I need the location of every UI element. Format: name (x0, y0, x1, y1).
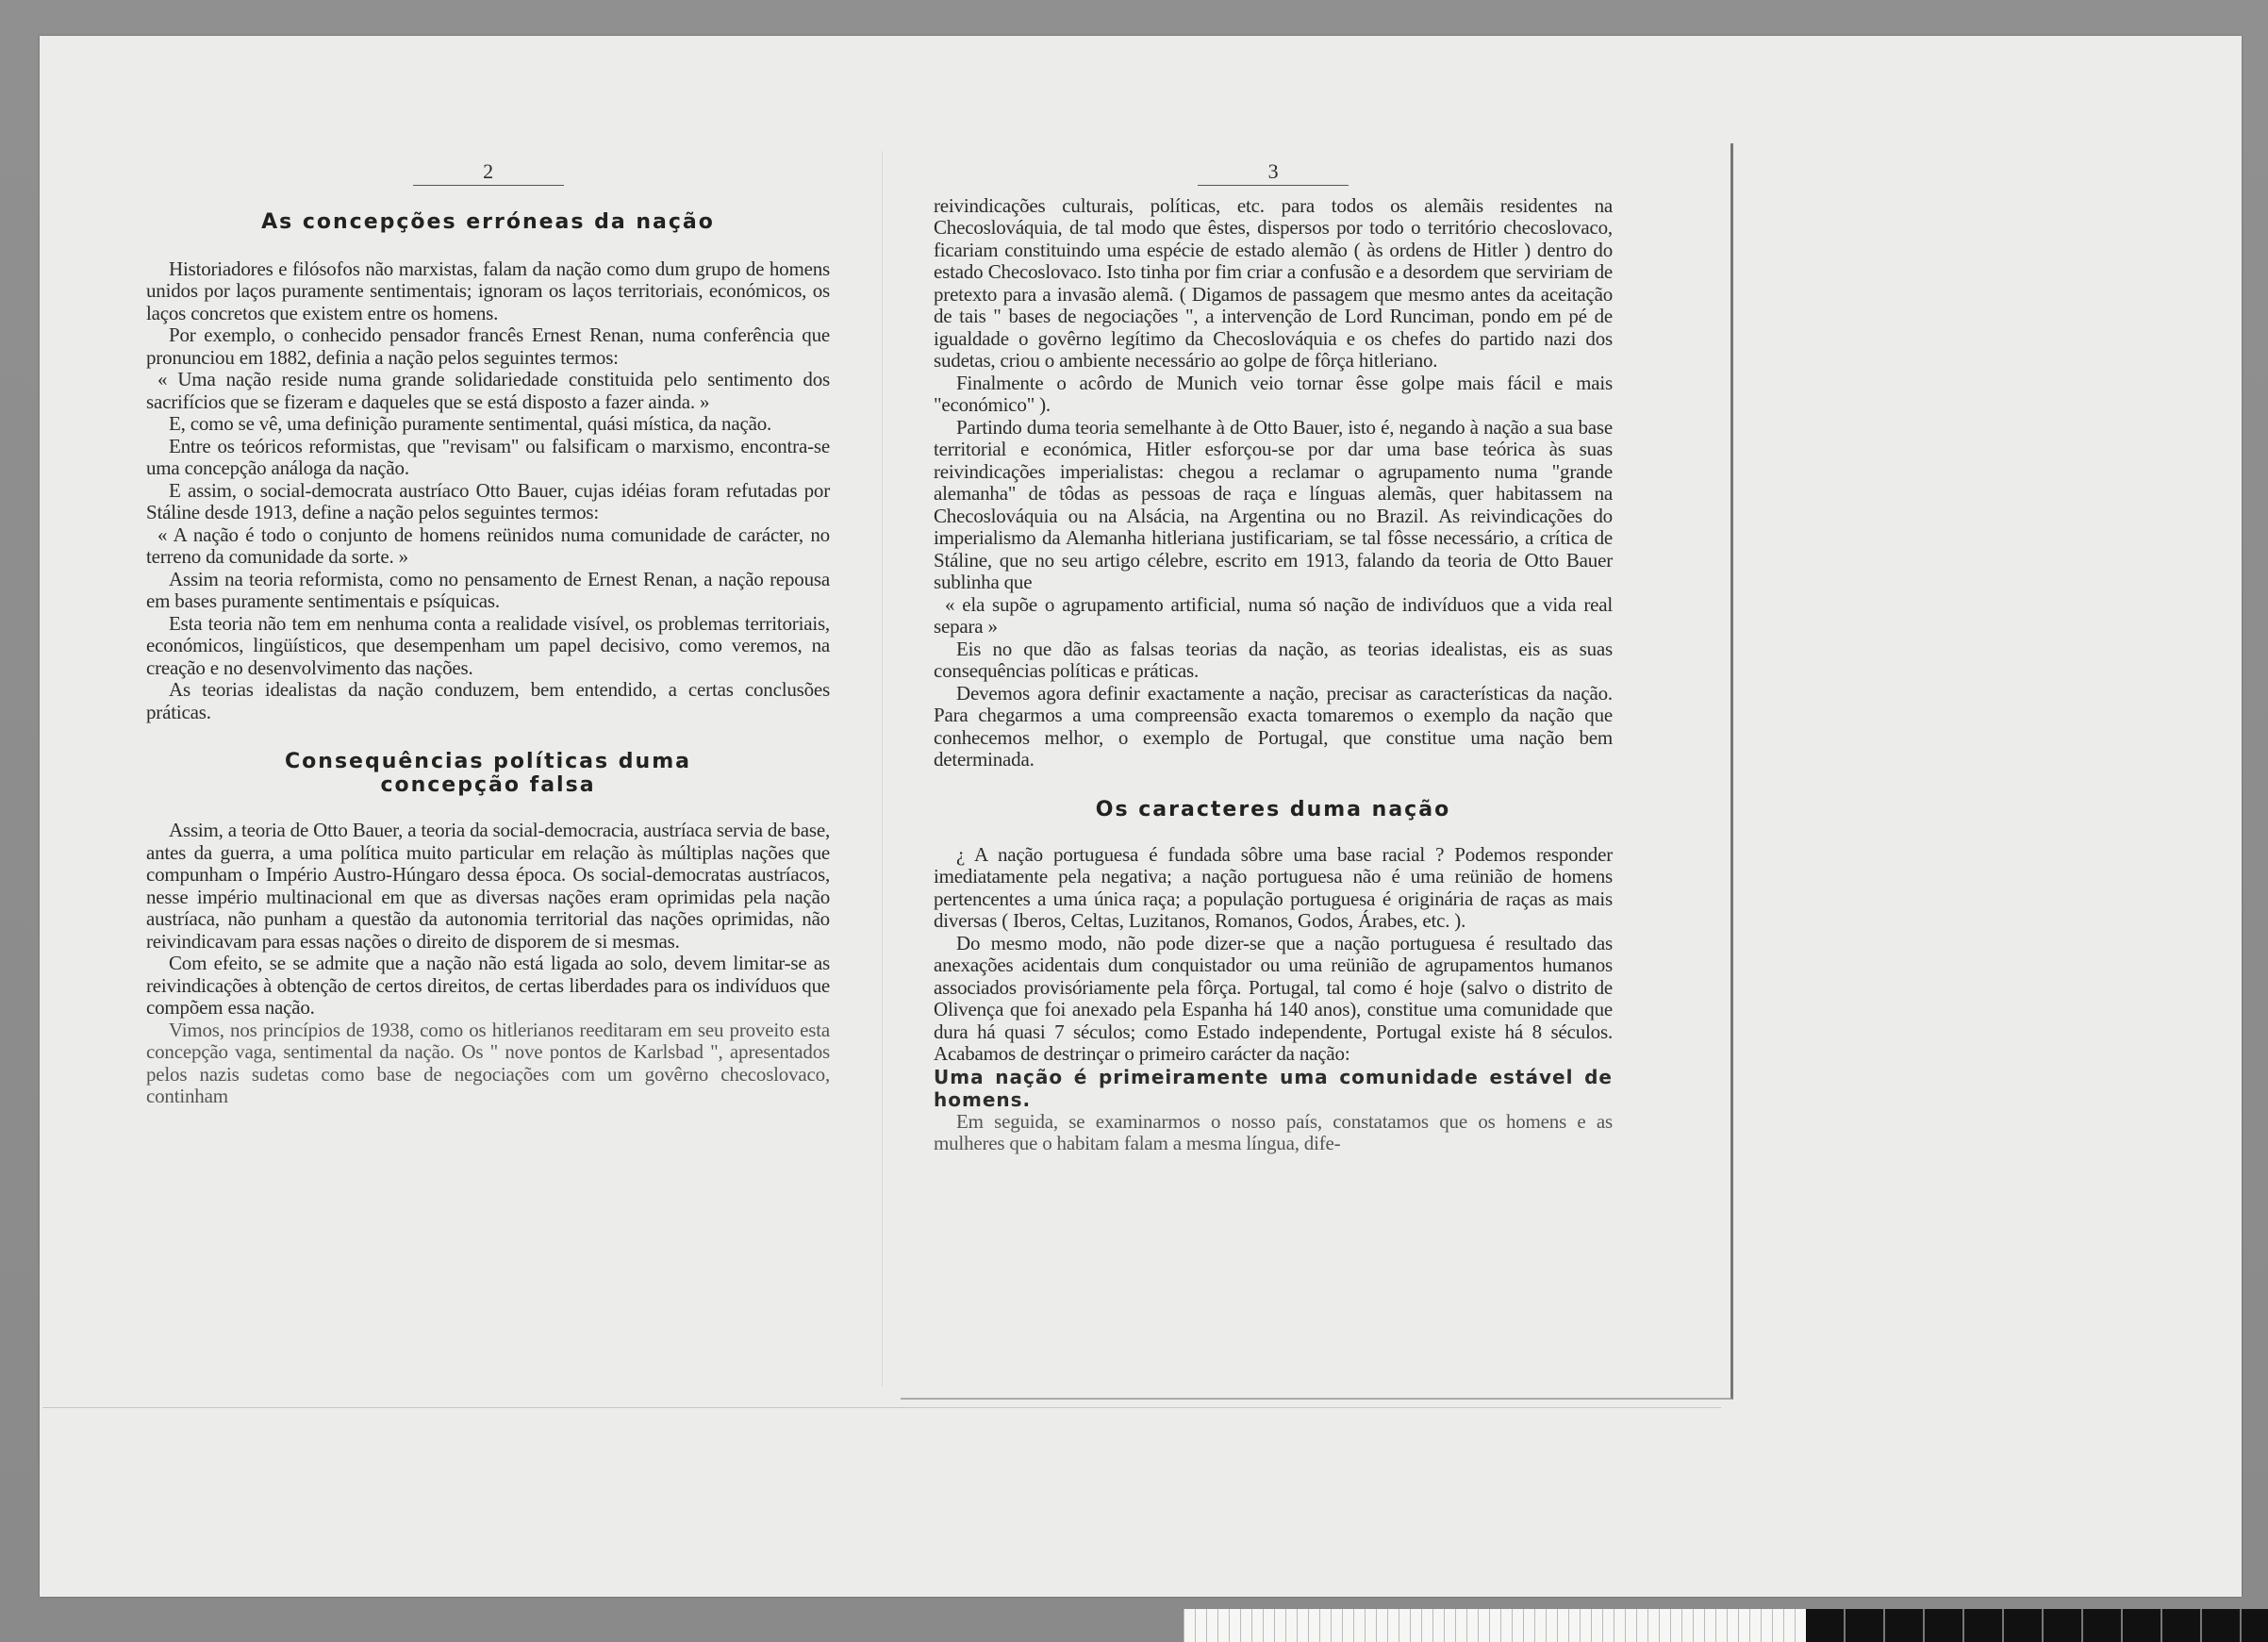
paragraph: Assim na teoria reformista, como no pensamento de Ernest Renan, a nação repousa em bases puramente sentimentais e psíquicas. (146, 567, 830, 612)
quote: « ela supõe o agrupamento artificial, numa só nação de indivíduos que a vida real separa » (934, 592, 1613, 638)
paragraph: As teorias idealistas da nação conduzem, bem entendido, a certas conclusões práticas. (146, 678, 830, 723)
page-number-right: 3 (1198, 160, 1349, 186)
quote: « A nação é todo o conjunto de homens reünidos numa comunidade de carácter, no terreno da comunidade da sorte. » (146, 522, 830, 568)
heading-political-consequences (146, 750, 830, 797)
section-continuation (934, 195, 1613, 771)
heading-line: concepção falsa (380, 773, 596, 797)
heading-characters-of-nation: Os caracteres duma nação (1095, 797, 1451, 821)
paragraph: E assim, o social-democrata austríaco Otto Bauer, cujas idéias foram refutadas por Stáline desde 1913, define a nação pelos seguintes termos: (146, 478, 830, 523)
page-edge (42, 1407, 1721, 1408)
paragraph: Historiadores e filósofos não marxistas, falam da nação como dum grupo de homens unidos por laços puramente sentimentais; ignoram os laços territoriais, económicos, os laços concretos que existem entre os homens. (146, 257, 830, 324)
paragraph: Em seguida, se examinarmos o nosso país, constatamos que os homens e as mulheres que o habitam falam a mesma língua, dife- (934, 1109, 1613, 1154)
paragraph: Partindo duma teoria semelhante à de Otto Bauer, isto é, negando à nação a sua base territorial e económica, Hitler esforçou-se por dar uma base teórica às suas reivindicações imperialistas: chegou a reclamar o agrupamento numa "grande alemanha" de tôdas as pessoas de raça e línguas alemãs, quer habitassem na Checoslováquia ou na Alsácia, na Argentina ou no Brazil. As reivindicações do imperialismo da Alemanha hitleriana justificariam, se tal fôsse necessário, a crítica de Stáline, que no seu artigo célebre, escrito em 1913, falando da teoria de Otto Bauer sublinha que (934, 415, 1613, 593)
ruler-scale-white (1184, 1609, 1806, 1642)
quote: « Uma nação reside numa grande solidariedade constituida pelo sentimento dos sacrifícios que se fizeram e daqueles que se está disposto a fazer ainda. » (146, 368, 830, 413)
paragraph: Com efeito, se se admite que a nação não está ligada ao solo, devem limitar-se as reivindicações à obtenção de certos direitos, de certas liberdades para os indivíduos que compõem essa nação. (146, 952, 830, 1019)
page-number-left: 2 (413, 160, 564, 186)
paragraph: Devemos agora definir exactamente a nação, precisar as características da nação. Para chegarmos a uma compreensão exacta tomaremos o exemplo da nação que conhecemos melhor, o exemplo de Portugal, que constitue uma nação bem determinada. (934, 681, 1613, 771)
paragraph: Assim, a teoria de Otto Bauer, a teoria da social-democracia, austríaca servia de base, antes da guerra, a uma política muito particular em relação às múltiplas nações que compunham o Império Austro-Húngaro dessa época. Os social-democratas austríacos, nesse império multinacional em que as diversas nações eram oprimidas pela nação austríaca, não punham a questão da autonomia territorial das nações oprimidas, não reivindicavam para essas nações o direito de disporem de si mesmas. (146, 819, 830, 953)
heading-erroneous-conceptions: As concepções erróneas da nação (261, 209, 715, 234)
section-characters-of-nation (934, 844, 1613, 1155)
section-political-consequences (146, 820, 830, 1108)
paragraph: reivindicações culturais, políticas, etc. para todos os alemãis residentes na Checoslováquia, de tal modo que êstes, dispersos por todo o território checoslovaco, ficariam constituindo uma espécie de estado alemão ( às ordens de Hitler ) dentro do estado Checoslovaco. Isto tinha por fim criar a confusão e a desordem que serviriam de pretexto para a invasão alemã. ( Digamos de passagem que mesmo antes da aceitação de tais " bases de negociações ", a intervenção de Lord Runciman, pondo em pé de igualdade o govêrno legítimo da Checoslováquia e os chefes do partido nazi dos sudetas, criou o ambiente necessário ao golpe de fôrça hitleriano. (934, 193, 1613, 372)
paragraph: Do mesmo modo, não pode dizer-se que a nação portuguesa é resultado das anexações acidentais dum conquistador ou uma reünião de agrupamentos humanos associados provisóriamente pela fôrça. Portugal, tal como é hoje (salvo o distrito de Olivença que foi anexado pela Espanha há 140 anos), constitue uma comunidade que dura há quasi 7 séculos; como Estado independente, Portugal existe há 8 séculos. Acabamos de destrinçar o primeiro carácter da nação: (934, 931, 1613, 1065)
paragraph: ¿ A nação portuguesa é fundada sôbre uma base racial ? Podemos responder imediatamente pela negativa; a nação portuguesa não é uma reünião de homens pertencentes a uma única raça; a população portuguesa é originária de raças as mais diversas ( Iberos, Celtas, Luzitanos, Romanos, Godos, Árabes, etc. ). (934, 842, 1613, 932)
right-page (934, 160, 1613, 1155)
paragraph: Eis no que dão as falsas teorias da nação, as teorias idealistas, eis as suas consequências políticas e práticas. (934, 637, 1613, 682)
paragraph: Entre os teóricos reformistas, que "revisam" ou falsificam o marxismo, encontra-se uma concepção análoga da nação. (146, 434, 830, 479)
paragraph: Vimos, nos princípios de 1938, como os hitlerianos reeditaram em seu proveito esta concepção vaga, sentimental da nação. Os " nove pontos de Karlsbad ", apresentados pelos nazis sudetas como base de negociações com um govêrno checoslovaco, continham (146, 1018, 830, 1107)
heading-line: Consequências políticas duma (285, 750, 691, 773)
ruler-scale-dark (1806, 1609, 2268, 1642)
bold-statement: Uma nação é primeiramente uma comunidade estável de homens. (934, 1065, 1613, 1111)
paragraph: Esta teoria não tem em nenhuma conta a realidade visível, os problemas territoriais, económicos, lingüísticos, que desempenham um papel decisivo, como veremos, na creação e no desenvolvimento das nações. (146, 611, 830, 679)
left-page (146, 160, 830, 1108)
section-erroneous-conceptions (146, 258, 830, 724)
paragraph: E, como se vê, uma definição puramente sentimental, quási mística, da nação. (169, 412, 772, 435)
scale-ruler (1184, 1609, 2268, 1642)
fold-line (882, 151, 883, 1386)
paragraph: Finalmente o acôrdo de Munich veio tornar êsse golpe mais fácil e mais "económico" ). (934, 371, 1613, 416)
paragraph: Por exemplo, o conhecido pensador francês Ernest Renan, numa conferência que pronunciou em 1882, definia a nação pelos seguintes termos: (146, 323, 830, 369)
